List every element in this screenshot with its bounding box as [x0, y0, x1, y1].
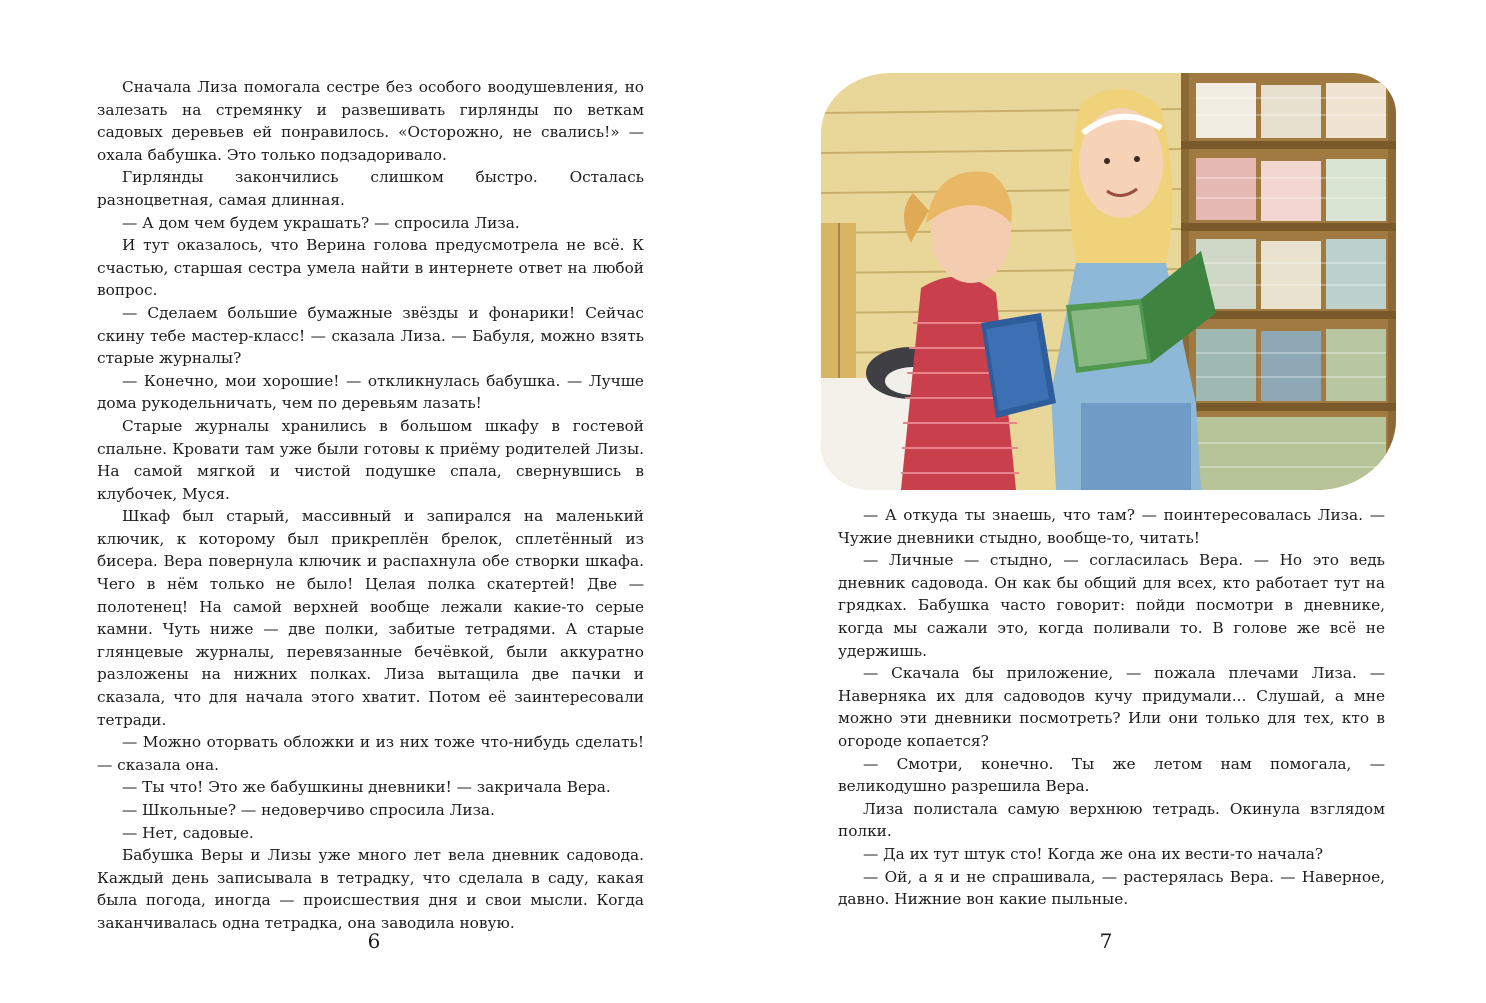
paragraph: — Нет, садовые. [122, 823, 254, 842]
paragraph: — Ты что! Это же бабушкины дневники! — закричала Вера. [122, 778, 611, 797]
paragraph: — Скачала бы приложение, — пожала плечами Лиза. — Наверняка их для садоводов кучу придумали... Слушай, а мне можно эти дневники посмотреть? Или они только для тех, кто в огороде копается? [838, 664, 1385, 750]
page-number: 6 [367, 929, 381, 953]
paragraph: И тут оказалось, что Верина голова предусмотрела не всё. К счастью, старшая сестра умела найти в интернете ответ на любой вопрос. [97, 236, 644, 300]
page-number: 7 [1099, 929, 1113, 953]
paragraph: — Можно оторвать обложки и из них тоже что-нибудь сделать! — сказала она. [97, 733, 644, 774]
paragraph: Лиза полистала самую верхнюю тетрадь. Окинула взглядом полки. [838, 799, 1385, 841]
paragraph: — Личные — стыдно, — согласилась Вера. — Но это ведь дневник садовода. Он как бы общий для всех, кто работает тут на грядках. Бабушка часто говорит: пойди посмотри в дневнике, когда мы сажали это, когда поливали то. В голове же всё не удержишь. [838, 551, 1385, 660]
paragraph: — Смотри, конечно. Ты же летом нам помогала, — великодушно разрешила Вера. [838, 754, 1385, 796]
left-page-text [97, 76, 644, 935]
illustration-girls-with-diaries [821, 73, 1396, 490]
paragraph: — Сделаем большие бумажные звёзды и фонарики! Сейчас скину тебе мастер-класс! — сказала Лиза. — Бабуля, можно взять старые журналы? [97, 303, 644, 368]
paragraph: — Конечно, мои хорошие! — откликнулась бабушка. — Лучше дома рукодельничать, чем по деревьям лазать! [97, 371, 644, 413]
right-page [743, 0, 1486, 1003]
paragraph: Бабушка Веры и Лизы уже много лет вела дневник садовода. Каждый день записывала в тетрадку, что сделала в саду, какая была погода, иногда — происшествия дня и свои мысли. Когда заканчивалась одна тетрадка, она заводила новую. [97, 846, 644, 932]
paragraph: Старые журналы хранились в большом шкафу в гостевой спальне. Кровати там уже были готовы к приёму родителей Лизы. На самой мягкой и чистой подушке спала, свернувшись в клубочек, Муся. [97, 416, 644, 503]
paragraph: — Ой, а я и не спрашивала, — растерялась Вера. — Наверное, давно. Нижние вон какие пыльные. [838, 867, 1385, 909]
paragraph: — А дом чем будем украшать? — спросила Лиза. [122, 213, 520, 232]
paragraph: — Да их тут штук сто! Когда же она их вести-то начала? [863, 844, 1324, 863]
right-page-text [838, 504, 1385, 911]
paragraph: — Школьные? — недоверчиво спросила Лиза. [122, 801, 495, 819]
paragraph: Шкаф был старый, массивный и запирался на маленький ключик, к которому был прикреплён брелок, сплетённый из бисера. Вера повернула ключик и распахнула обе створки шкафа. Чего в нём только не было! Целая полка скатертей! Две — полотенец! На самой верхней вообще лежали какие-то серые камни. Чуть ниже — две полки, забитые тетрадями. А старые глянцевые журналы, перевязанные бечёвкой, были аккуратно разложены на нижних полках. Лиза вытащила две пачки и сказала, что для начала этого хватит. Потом её заинтересовали тетради. [97, 507, 644, 729]
paragraph: Гирлянды закончились слишком быстро. Осталась разноцветная, самая длинная. [97, 168, 644, 209]
paragraph: Сначала Лиза помогала сестре без особого воодушевления, но залезать на стремянку и развешивать гирлянды по веткам садовых деревьев ей понравилось. «Осторожно, не свались!» — охала бабушка. Это только подзадоривало. [97, 78, 644, 164]
paragraph: — А откуда ты знаешь, что там? — поинтересовалась Лиза. — Чужие дневники стыдно, вообще-то, читать! [838, 506, 1385, 547]
